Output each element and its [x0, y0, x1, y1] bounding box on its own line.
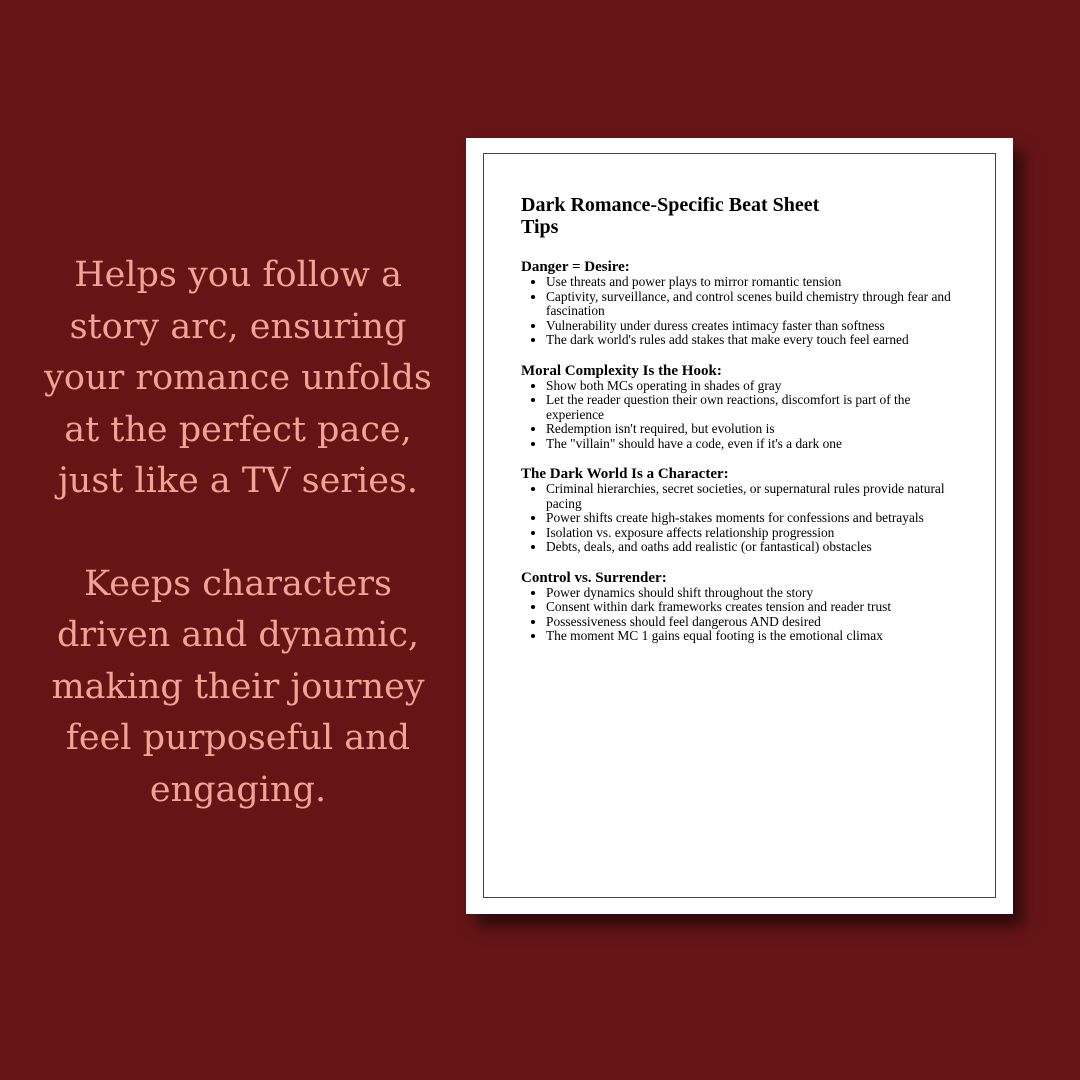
list-item: • Isolation vs. exposure affects relationship progression [546, 526, 961, 541]
section-heading: Danger = Desire: [521, 259, 630, 275]
bullet-list [521, 586, 961, 644]
left-promo-copy [30, 250, 446, 816]
section-control-surrender [521, 570, 961, 644]
list-item: • Let the reader question their own reactions, discomfort is part of the experience [546, 393, 961, 422]
list-item: • Consent within dark frameworks creates tension and reader trust [546, 600, 961, 615]
list-item: • The moment MC 1 gains equal footing is the emotional climax [546, 629, 961, 644]
list-item: • Power shifts create high-stakes moments for confessions and betrayals [546, 511, 961, 526]
list-item: • Criminal hierarchies, secret societies, or supernatural rules provide natural pacing [546, 482, 961, 511]
section-dark-world [521, 466, 961, 555]
promo-paragraph-1: Helps you follow a story arc, ensuring your romance unfolds at the perfect pace, just like a TV series. [44, 255, 432, 501]
list-item: • Show both MCs operating in shades of gray [546, 379, 961, 394]
bullet-list [521, 275, 961, 348]
beat-sheet-content [521, 194, 961, 659]
section-danger-desire [521, 259, 961, 348]
list-item: • Captivity, surveillance, and control scenes build chemistry through fear and fascination [546, 290, 961, 319]
promo-paragraph-2: Keeps characters driven and dynamic, making their journey feel purposeful and engaging. [51, 563, 425, 810]
sheet-title: Dark Romance-Specific Beat Sheet Tips [521, 194, 820, 238]
section-heading: The Dark World Is a Character: [521, 466, 729, 482]
list-item: • Redemption isn't required, but evolution is [546, 422, 961, 437]
list-item: • The "villain" should have a code, even if it's a dark one [546, 437, 961, 452]
list-item: • Power dynamics should shift throughout the story [546, 586, 961, 601]
section-heading: Control vs. Surrender: [521, 569, 667, 586]
list-item: • Debts, deals, and oaths add realistic (or fantastical) obstacles [546, 540, 961, 555]
list-item: • The dark world's rules add stakes that make every touch feel earned [546, 333, 961, 348]
bullet-list [521, 379, 961, 452]
section-moral-complexity [521, 363, 961, 452]
bullet-list [521, 482, 961, 555]
list-item: • Vulnerability under duress creates intimacy faster than softness [546, 319, 961, 334]
beat-sheet-page [466, 138, 1013, 914]
list-item: • Use threats and power plays to mirror romantic tension [546, 275, 961, 290]
list-item: • Possessiveness should feel dangerous AND desired [546, 615, 961, 630]
section-heading: Moral Complexity Is the Hook: [521, 362, 722, 379]
